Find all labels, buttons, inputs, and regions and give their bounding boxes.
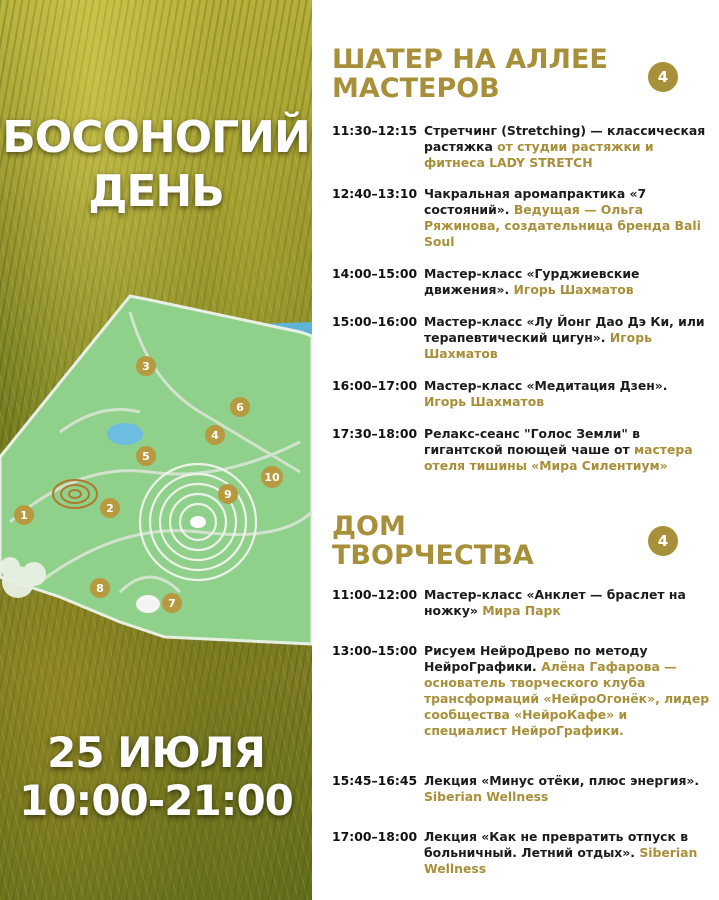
event-title-line2: ДЕНЬ bbox=[88, 166, 224, 217]
svg-text:9: 9 bbox=[224, 488, 232, 501]
poster-panel bbox=[0, 0, 312, 900]
location-badge-1: 4 bbox=[648, 62, 678, 92]
map-marker-7 bbox=[162, 593, 182, 613]
map-marker-6 bbox=[230, 397, 250, 417]
schedule-item: 13:00–15:00 Рисуем НейроДрево по методу НейроГрафики. Алёна Гафарова — основатель творческого клуба трансформаций «НейроОгонёк», лидер сообщества «НейроКафе» и специалист НейроГрафики. bbox=[332, 643, 710, 738]
schedule-item: 17:30–18:00 Релакс-сеанс "Голос Земли" в гигантской поющей чаше от мастера отеля тишины «Мира Силентиум» bbox=[332, 426, 693, 473]
map-marker-8 bbox=[90, 578, 110, 598]
schedule-item: 11:00–12:00 Мастер-класс «Анклет — браслет на ножку» Мира Парк bbox=[332, 587, 686, 618]
park-map bbox=[0, 292, 312, 652]
svg-text:2: 2 bbox=[106, 502, 114, 515]
svg-text:5: 5 bbox=[142, 450, 150, 463]
event-date: 25 ИЮЛЯ bbox=[47, 728, 265, 777]
schedule-item: 11:30–12:15 Стретчинг (Stretching) — классическая растяжка от студии растяжки и фитнеса LADY STRETCH bbox=[332, 123, 706, 170]
map-marker-5 bbox=[136, 446, 156, 466]
svg-text:10: 10 bbox=[264, 471, 280, 484]
section-title-2: ДОМ ТВОРЧЕСТВА bbox=[332, 511, 534, 571]
svg-text:3: 3 bbox=[142, 360, 150, 373]
map-marker-3 bbox=[136, 356, 156, 376]
map-marker-9 bbox=[218, 484, 238, 504]
schedule-item: 16:00–17:00 Мастер-класс «Медитация Дзен». Игорь Шахматов bbox=[332, 378, 668, 409]
schedule-item: 15:45–16:45 Лекция «Минус отёки, плюс энергия». Siberian Wellness bbox=[332, 773, 700, 804]
svg-text:1: 1 bbox=[20, 509, 28, 522]
event-hours: 10:00-21:00 bbox=[19, 776, 293, 825]
schedule-item: 12:40–13:10 Чакральная аромапрактика «7 состояний». Ведущая — Ольга Ряжинова, создательница бренда Bali Soul bbox=[332, 186, 701, 249]
schedule-item: 15:00–16:00 Мастер-класс «Лу Йонг Дао Дэ Ки, или терапевтический цигун». Игорь Шахматов bbox=[332, 314, 705, 361]
section-title-1: ШАТЕР НА АЛЛЕЕ МАСТЕРОВ bbox=[332, 44, 608, 104]
svg-text:7: 7 bbox=[168, 597, 176, 610]
location-badge-2: 4 bbox=[648, 526, 678, 556]
schedule-panel bbox=[312, 0, 719, 900]
map-marker-10 bbox=[261, 466, 283, 488]
schedule-item: 14:00–15:00 Мастер-класс «Гурджиевские движения». Игорь Шахматов bbox=[332, 266, 640, 297]
map-marker-4 bbox=[205, 425, 225, 445]
map-marker-2 bbox=[100, 498, 120, 518]
svg-text:4: 4 bbox=[211, 429, 219, 442]
map-marker-1 bbox=[14, 505, 34, 525]
svg-text:6: 6 bbox=[236, 401, 244, 414]
svg-text:8: 8 bbox=[96, 582, 104, 595]
event-title-line1: БОСОНОГИЙ bbox=[2, 112, 310, 163]
schedule-item: 17:00–18:00 Лекция «Как не превратить отпуск в больничный. Летний отдых». Siberian Wellness bbox=[332, 829, 698, 876]
